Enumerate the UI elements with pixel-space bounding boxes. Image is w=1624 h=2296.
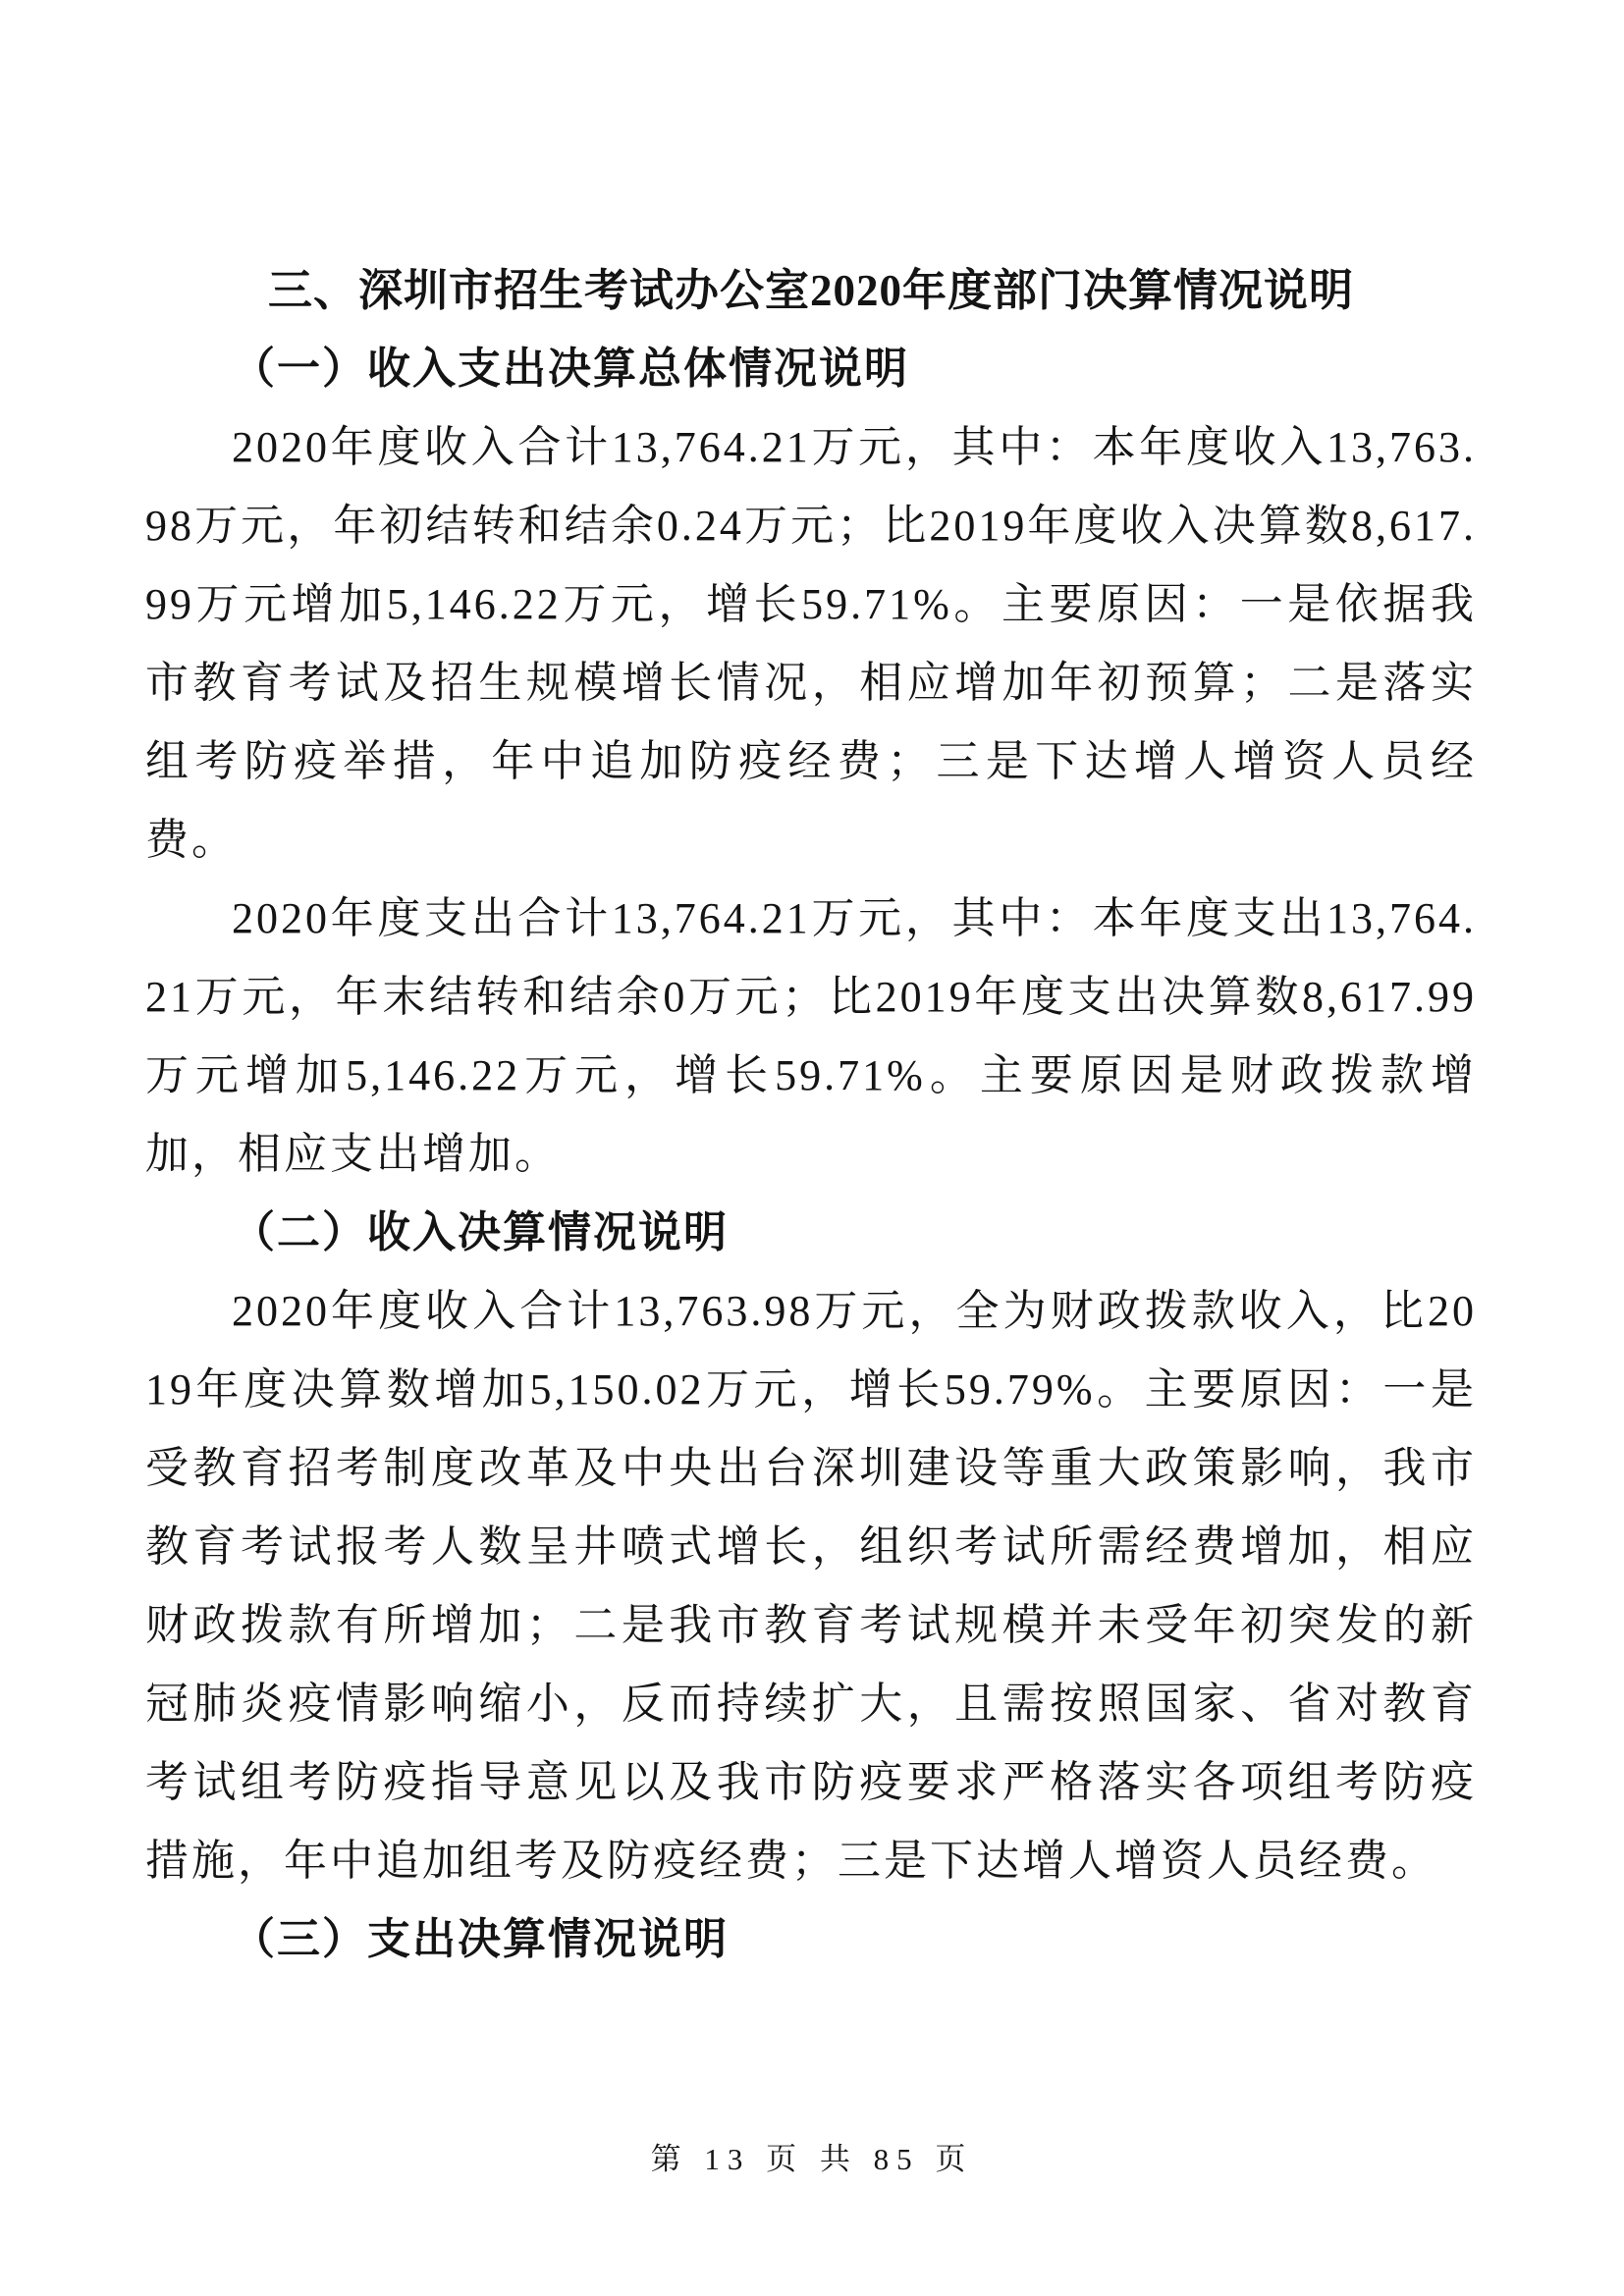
section-heading-expenditure-final-accounts: （三）支出决算情况说明: [232, 1915, 729, 1963]
section-heading-income-expenditure-overview: （一）收入支出决算总体情况说明: [232, 345, 909, 393]
page-number-footer: 第 13 页 共 85 页: [650, 2142, 974, 2176]
section-heading-income-final-accounts: （二）收入决算情况说明: [232, 1208, 729, 1256]
document-title: 三、深圳市招生考试办公室2020年度部门决算情况说明: [267, 266, 1354, 315]
paragraph-income-final-accounts-detail: 2020年度收入合计13,763.98万元，全为财政拨款收入，比2019年度决算数增加5,150.02万元，增长59.79%。主要原因：一是受教育招考制度改革及中央出台深圳建设等重大政策影响，我市教育考试报考人数呈井喷式增长，组织考试所需经费增加，相应财政拨款有所增加；二是我市教育考试规模并未受年初突发的新冠肺炎疫情影响缩小，反而持续扩大，且需按照国家、省对教育考试组考防疫指导意见以及我市防疫要求严格落实各项组考防疫措施，年中追加组考及防疫经费；三是下达增人增资人员经费。: [145, 1287, 1477, 1885]
paragraph-expenditure-total-2020: 2020年度支出合计13,764.21万元，其中：本年度支出13,764.21万元，年末结转和结余0万元；比2019年度支出决算数8,617.99万元增加5,146.22万元，增长59.71%。主要原因是财政拨款增加，相应支出增加。: [145, 894, 1477, 1178]
paragraph-income-total-2020: 2020年度收入合计13,764.21万元，其中：本年度收入13,763.98万元，年初结转和结余0.24万元；比2019年度收入决算数8,617.99万元增加5,146.22万元，增长59.71%。主要原因：一是依据我市教育考试及招生规模增长情况，相应增加年初预算；二是落实组考防疫举措，年中追加防疫经费；三是下达增人增资人员经费。: [145, 423, 1477, 864]
